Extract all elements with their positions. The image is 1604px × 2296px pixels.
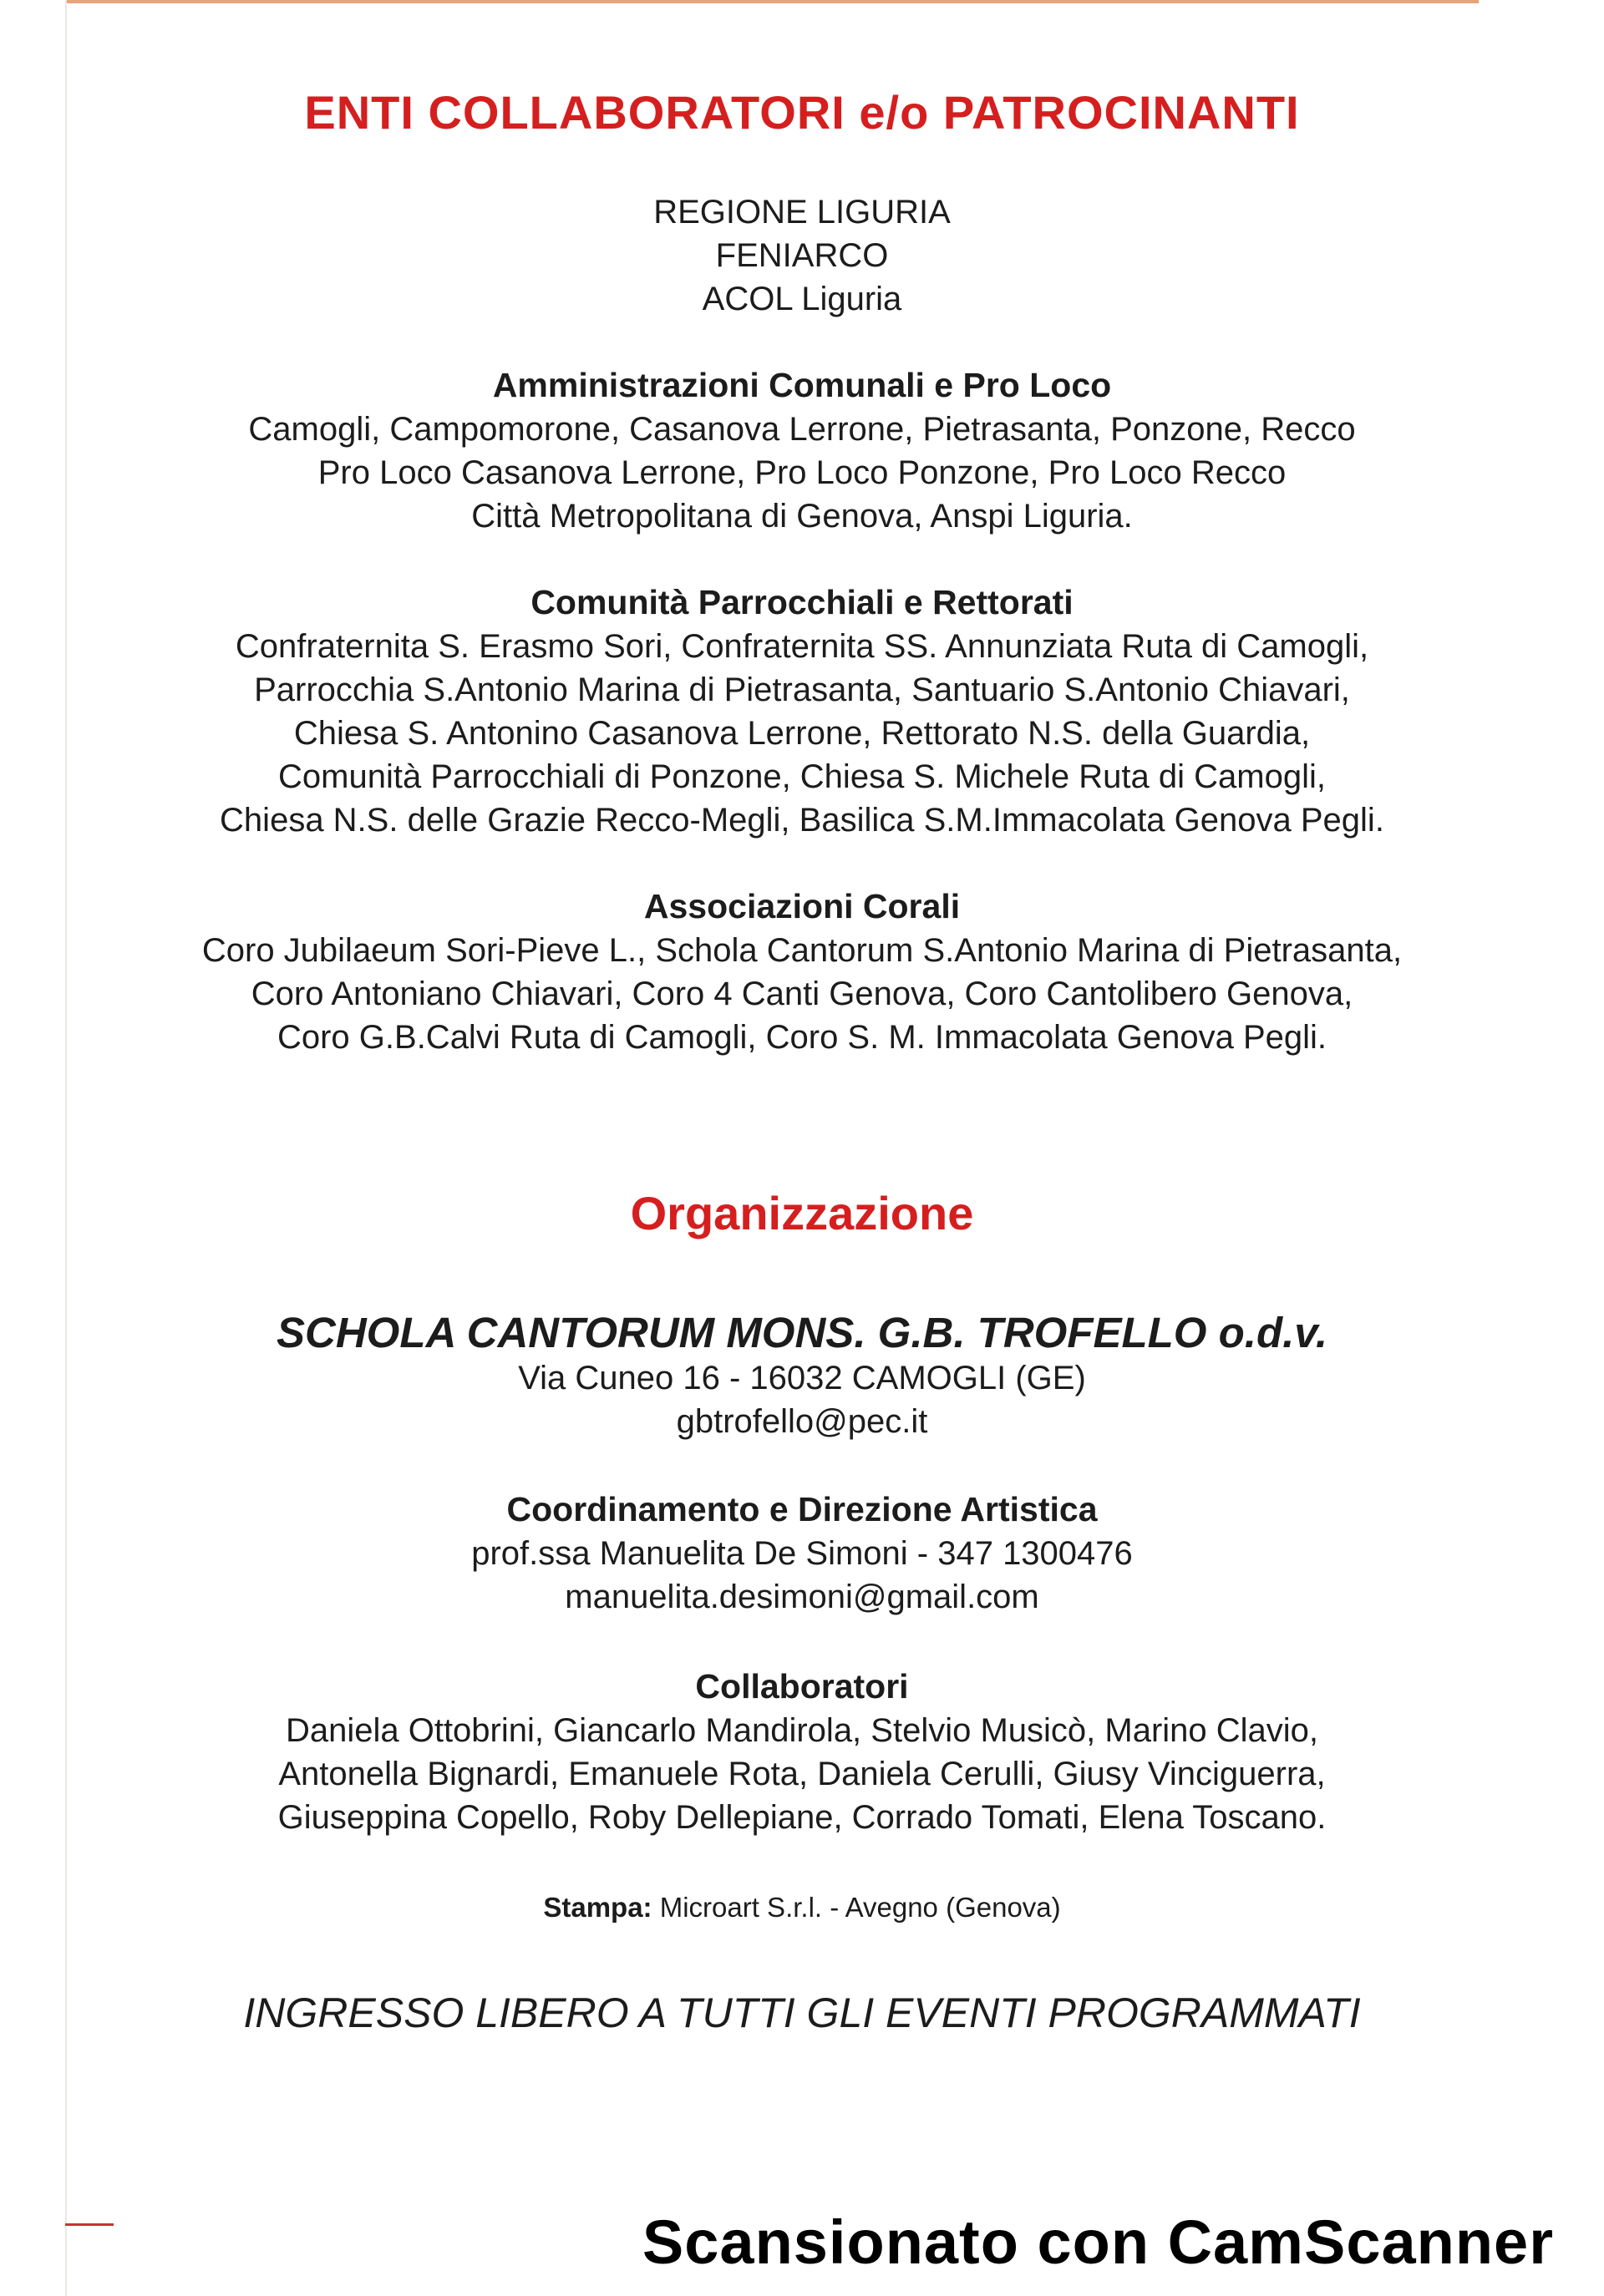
section-line: Parrocchia S.Antonio Marina di Pietrasanta, Santuario S.Antonio Chiavari, bbox=[254, 672, 1350, 708]
section-line: Camogli, Campomorone, Casanova Lerrone, Pietrasanta, Ponzone, Recco bbox=[248, 411, 1356, 448]
direction-section bbox=[117, 1487, 1487, 1619]
organization-contacts bbox=[117, 1356, 1487, 1443]
print-value: Microart S.r.l. - Avegno (Genova) bbox=[659, 1892, 1061, 1923]
organization-title: Organizzazione bbox=[630, 1187, 974, 1239]
print-credit bbox=[117, 1889, 1487, 1926]
section-line: Comunità Parrocchiali di Ponzone, Chiesa S. Michele Ruta di Camogli, bbox=[278, 758, 1326, 795]
organization-name: SCHOLA CANTORUM MONS. G.B. TROFELLO o.d.v. bbox=[277, 1309, 1327, 1356]
section-associazioni bbox=[117, 884, 1487, 1059]
section-line: Coro G.B.Calvi Ruta di Camogli, Coro S. M. Immacolata Genova Pegli. bbox=[277, 1019, 1327, 1056]
direction-heading: Coordinamento e Direzione Artistica bbox=[506, 1490, 1098, 1528]
collaborators-line: Giuseppina Copello, Roby Dellepiane, Corrado Tomati, Elena Toscano. bbox=[277, 1799, 1327, 1836]
section-line: Città Metropolitana di Genova, Anspi Liguria. bbox=[471, 498, 1133, 535]
collaborators-section bbox=[117, 1664, 1487, 1839]
scanner-watermark: Scansionato con CamScanner bbox=[642, 2207, 1554, 2265]
entity-line: FENIARCO bbox=[715, 237, 889, 274]
section-heading: Comunità Parrocchiali e Rettorati bbox=[530, 583, 1074, 621]
section-line: Chiesa S. Antonino Casanova Lerrone, Rettorato N.S. della Guardia, bbox=[293, 715, 1311, 752]
collaborators-line: Daniela Ottobrini, Giancarlo Mandirola, Stelvio Musicò, Marino Clavio, bbox=[285, 1712, 1319, 1749]
section-amministrazioni bbox=[117, 362, 1487, 538]
section-line: Confraternita S. Erasmo Sori, Confraternita SS. Annunziata Ruta di Camogli, bbox=[235, 628, 1369, 665]
section-line: Coro Antoniano Chiavari, Coro 4 Canti Genova, Coro Cantolibero Genova, bbox=[251, 976, 1353, 1012]
free-entry-notice: INGRESSO LIBERO A TUTTI GLI EVENTI PROGRAMMATI bbox=[243, 1989, 1361, 2036]
top-entities bbox=[117, 190, 1487, 321]
organization-email: gbtrofello@pec.it bbox=[676, 1403, 928, 1440]
section-line: Pro Loco Casanova Lerrone, Pro Loco Ponzone, Pro Loco Recco bbox=[317, 454, 1287, 491]
section-line: Coro Jubilaeum Sori-Pieve L., Schola Cantorum S.Antonio Marina di Pietrasanta, bbox=[201, 932, 1403, 969]
entity-line: REGIONE LIGURIA bbox=[653, 194, 951, 231]
footer-mark bbox=[65, 2223, 114, 2226]
section-heading: Amministrazioni Comunali e Pro Loco bbox=[492, 366, 1112, 404]
section-comunita bbox=[117, 580, 1487, 842]
organization-address: Via Cuneo 16 - 16032 CAMOGLI (GE) bbox=[518, 1360, 1086, 1396]
collaborators-line: Antonella Bignardi, Emanuele Rota, Daniela Cerulli, Giusy Vinciguerra, bbox=[278, 1756, 1326, 1792]
print-label: Stampa: bbox=[543, 1892, 652, 1923]
section-line: Chiesa N.S. delle Grazie Recco-Megli, Basilica S.M.Immacolata Genova Pegli. bbox=[220, 802, 1384, 839]
director-line: prof.ssa Manuelita De Simoni - 347 1300476 bbox=[471, 1535, 1133, 1572]
director-email: manuelita.desimoni@gmail.com bbox=[565, 1579, 1039, 1615]
section-heading: Associazioni Corali bbox=[643, 887, 961, 925]
collaborators-heading: Collaboratori bbox=[695, 1667, 909, 1706]
page-title: ENTI COLLABORATORI e/o PATROCINANTI bbox=[304, 86, 1300, 139]
entity-line: ACOL Liguria bbox=[702, 281, 902, 317]
